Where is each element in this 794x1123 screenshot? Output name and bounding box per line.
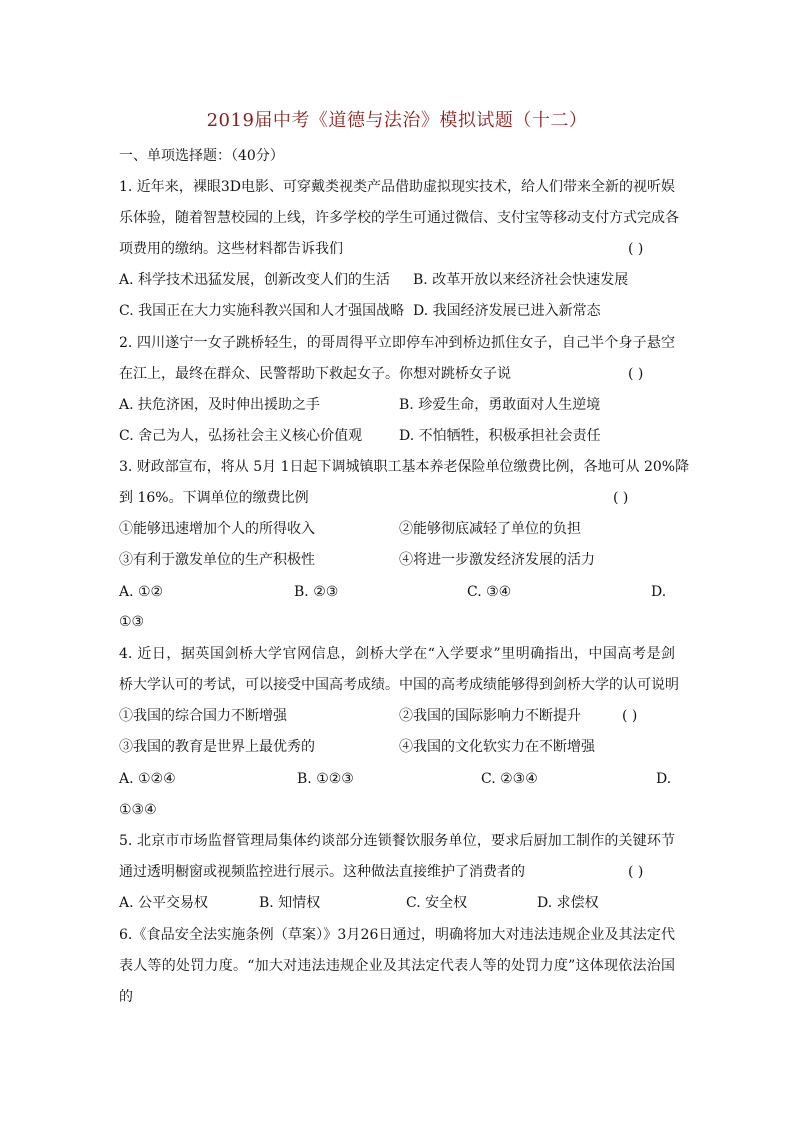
q2-answer-blank: ( ) — [628, 366, 644, 382]
q6-stem-line-2: 表人等的处罚力度。“加大对违法违规企业及其法定代表人等的处罚力度”这体现依法治国 — [119, 958, 675, 974]
q2-option-c: C. 舍己为人，弘扬社会主义核心价值观 — [119, 428, 363, 444]
q3-option-d-value: ①③ — [119, 614, 145, 630]
q4-option-d: D. — [656, 771, 672, 787]
q6-stem-line-1: 6.《食品安全法实施条例（草案）》3月26日通过，明确将加大对违法违规企业及其法定代 — [119, 927, 675, 943]
q2-stem-line-1: 2. 四川遂宁一女子跳桥轻生，的哥周得平立即停车冲到桥边抓住女子，自己半个身子悬空 — [119, 335, 675, 351]
q3-stem-line-1: 3. 财政部宣布，将从 5月 1日起下调城镇职工基本养老保险单位缴费比例，各地可从 20%降 — [119, 459, 690, 475]
q4-option-b: B. ①②③ — [297, 771, 354, 787]
q3-option-d: D. — [651, 584, 667, 600]
q1-stem-line-2: 乐体验，随着智慧校园的上线，许多学校的学生可通过微信、支付宝等移动支付方式完成各 — [119, 210, 679, 226]
q3-statement-3: ③有利于激发单位的生产积极性 — [119, 552, 315, 568]
q3-option-b: B. ②③ — [294, 584, 339, 600]
q5-option-b: B. 知情权 — [259, 895, 321, 911]
q1-option-d: D. 我国经济发展已进入新常态 — [413, 303, 601, 319]
q5-answer-blank: ( ) — [628, 864, 644, 880]
q2-option-b: B. 珍爱生命，勇敢面对人生逆境 — [399, 397, 601, 413]
q1-stem-line-3: 项费用的缴纳。这些材料都告诉我们 — [119, 241, 343, 257]
q3-statement-2: ②能够彻底减轻了单位的负担 — [399, 521, 581, 537]
q5-option-d: D. 求偿权 — [537, 895, 599, 911]
q3-option-a: A. ①② — [119, 584, 164, 600]
q4-stem-line-2: 桥大学认可的考试，可以接受中国高考成绩。中国的高考成绩能够得到剑桥大学的认可说明 — [119, 677, 679, 693]
q6-stem-line-3: 的 — [119, 989, 133, 1005]
q1-option-b: B. 改革开放以来经济社会快速发展 — [413, 272, 629, 288]
q3-statement-1: ①能够迅速增加个人的所得收入 — [119, 521, 315, 537]
q1-option-c: C. 我国正在大力实施科教兴国和人才强国战略 — [119, 303, 405, 319]
section-heading: 一、单项选择题：（40分） — [119, 148, 284, 164]
q5-stem-line-1: 5. 北京市市场监督管理局集体约谈部分连锁餐饮服务单位，要求后厨加工制作的关键环节 — [119, 833, 675, 849]
q3-answer-blank: ( ) — [613, 490, 629, 506]
q3-option-c: C. ③④ — [467, 584, 512, 600]
q2-stem-line-2: 在江上，最终在群众、民警帮助下救起女子。你想对跳桥女子说 — [119, 366, 511, 382]
q3-stem-line-2: 到 16%。下调单位的缴费比例 — [119, 490, 309, 506]
q3-statement-4: ④将进一步激发经济发展的活力 — [399, 552, 595, 568]
q4-statement-4: ④我国的文化软实力在不断增强 — [399, 739, 595, 755]
q4-statement-2: ②我国的国际影响力不断提升 — [399, 708, 581, 724]
q4-answer-blank: ( ) — [622, 708, 638, 724]
q4-statement-1: ①我国的综合国力不断增强 — [119, 708, 287, 724]
q2-option-a: A. 扶危济困，及时伸出援助之手 — [119, 397, 321, 413]
q2-option-d: D. 不怕牺牲，积极承担社会责任 — [399, 428, 601, 444]
q1-option-a: A. 科学技术迅猛发展，创新改变人们的生活 — [119, 272, 391, 288]
q4-statement-3: ③我国的教育是世界上最优秀的 — [119, 739, 315, 755]
q4-option-d-value: ①③④ — [119, 802, 157, 818]
q1-stem-line-1: 1. 近年来，裸眼3D电影、可穿戴类视类产品借助虚拟现实技术，给人们带来全新的视听娱 — [119, 179, 675, 195]
q4-option-a: A. ①②④ — [119, 771, 176, 787]
page-title: 2019届中考《道德与法治》模拟试题（十二） — [206, 110, 588, 131]
q5-option-c: C. 安全权 — [406, 895, 468, 911]
q5-stem-line-2: 通过透明橱窗或视频监控进行展示。这种做法直接维护了消费者的 — [119, 864, 525, 880]
q5-option-a: A. 公平交易权 — [119, 895, 209, 911]
q4-option-c: C. ②③④ — [481, 771, 538, 787]
q1-answer-blank: ( ) — [628, 241, 644, 257]
q4-stem-line-1: 4. 近日，据英国剑桥大学官网信息，剑桥大学在“入学要求”里明确指出，中国高考是剑 — [119, 646, 675, 662]
